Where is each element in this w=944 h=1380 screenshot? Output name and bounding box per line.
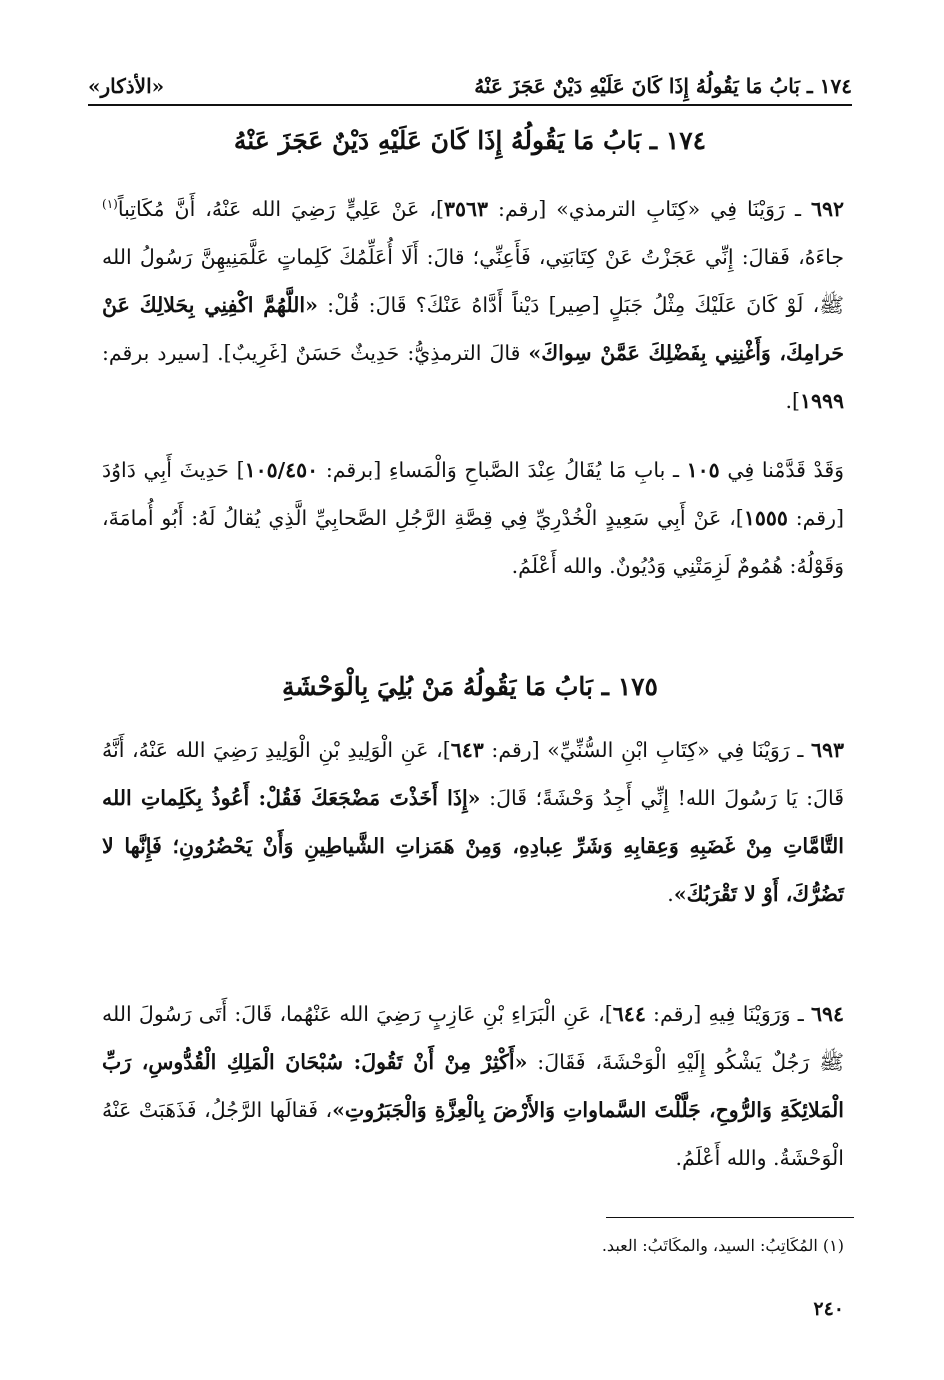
footnote-marker: (١) [822,1236,844,1255]
running-header-title: ١٧٤ ـ بَابُ مَا يَقُولُهُ إِذَا كَانَ عَلَيْهِ دَيْنٌ عَجَزَ عَنْهُ [474,74,852,98]
chapter-title-175: ١٧٥ ـ بَابُ مَا يَقُولُهُ مَنْ بُلِيَ بِالْوَحْشَةِ [282,672,658,701]
footnote-text: المُكَاتِبُ: السيد، والمكَاتَبُ: العبد. [601,1236,823,1255]
footnote [602,1236,844,1255]
dua-text: «اللَّهُمَّ اكْفِنِي بِحَلالِكَ عَنْ حَرامِكَ، وَأَغْنِنِي بِفَضْلِكَ عَمَّنْ سِواكَ» [102,292,844,365]
reference-number: ١٥٥٥ [743,506,788,530]
hadith-number: ٦٩٣ [810,738,845,762]
paragraph-694: ٦٩٤ ـ وَرَوَيْنَا فِيهِ [رقم: ٦٤٤]، عَنِ الْبَرَاءِ بْنِ عَازِبٍ رَضِيَ الله عَنْهُما، قَالَ: أَتَى رَسُولَ الله ﷺ رَجُلٌ يَشْكُو إِلَيْهِ الْوَحْشَةَ، فَقَالَ: «أَكْثِرْ مِنْ أَنْ تَقُولَ: سُبْحَانَ الْمَلِكِ الْقُدُّوسِ، رَبِّ الْمَلائِكَةِ وَالرُّوحِ، جَلَّلْتَ السَّماواتِ وَالأَرْضَ بِالْعِزَّةِ وَالْجَبَرُوتِ»، فَقالَها الرَّجُلُ، فَذَهَبَتْ عَنْهُ الْوَحْشَةُ. والله أَعْلَمُ. [102,1002,845,1170]
hadith-number: ٦٩٤ [810,1002,844,1026]
reference-number: ٣٥٦٣ [444,196,489,221]
dua-text: «إِذَا أَخَذْتَ مَضْجَعَكَ فَقُلْ: أَعُوذُ بِكَلِماتِ الله التَّامَّاتِ مِنْ غَضَبِهِ وَعِقابِهِ وَشَرِّ عِبادِهِ، وَمِنْ هَمَزاتِ الشَّياطِينِ وَأَنْ يَحْضُرُونِ؛ فَإِنَّها لا تَضُرُّكَ، أَوْ لا تَقْرَبُكَ» [102,786,844,906]
reference-number: ٦٤٣ [450,738,484,762]
chapter-title-174: ١٧٤ ـ بَابُ مَا يَقُولُهُ إِذَا كَانَ عَلَيْهِ دَيْنٌ عَجَزَ عَنْهُ [233,126,707,155]
paragraph-693: ٦٩٣ ـ رَوَيْنَا فِي «كِتَابِ ابْنِ السُّنِّيِّ» [رقم: ٦٤٣]، عَنِ الْوَلِيدِ بْنِ الْوَلِيدِ رَضِيَ الله عَنْهُ، أَنَّهُ قَالَ: يَا رَسُولَ الله! إِنِّي أَجِدُ وَحْشَةً؛ قَالَ: «إِذَا أَخَذْتَ مَضْجَعَكَ فَقُلْ: أَعُوذُ بِكَلِماتِ الله التَّامَّاتِ مِنْ غَضَبِهِ وَعِقابِهِ وَشَرِّ عِبادِهِ، وَمِنْ هَمَزاتِ الشَّياطِينِ وَأَنْ يَحْضُرُونِ؛ فَإِنَّها لا تَضُرُّكَ، أَوْ لا تَقْرَبُكَ». [102,738,845,906]
reference-number: ١٩٩٩ [799,388,844,413]
dua-text: «أَكْثِرْ مِنْ أَنْ تَقُولَ: سُبْحَانَ الْمَلِكِ الْقُدُّوسِ، رَبِّ الْمَلائِكَةِ وَالرُّوحِ، جَلَّلْتَ السَّماواتِ وَالأَرْضَ بِالْعِزَّةِ وَالْجَبَرُوتِ» [102,1050,845,1122]
running-header [88,62,852,98]
page-number: ٢٤٠ [813,1298,844,1320]
reference-number: ١٠٥/٤٥٠ [244,458,319,482]
running-header-book: «الأذكار» [88,74,165,98]
paragraph-note-105: وَقَدْ قَدَّمْنا فِي ١٠٥ ـ بابِ مَا يُقَالُ عِنْدَ الصَّباحِ وَالْمَساءِ [برقم: ١٠٥/٤٥٠] حَدِيثَ أَبِي دَاوُدَ [رقم: ١٥٥٥]، عَنْ أَبِي سَعِيدٍ الْخُدْرِيِّ فِي قِصَّةِ الرَّجُلِ الصَّحابِيِّ الَّذِي يُقالُ لَهُ: أَبُو أُمامَةَ، وَقَوْلُهُ: هُمُومٌ لَزِمَتْنِي وَدُيُونٌ. والله أَعْلَمُ. [102,458,845,578]
paragraph-692: ٦٩٢ ـ رَوَيْنَا فِي «كِتَابِ الترمذي» [رقم: ٣٥٦٣]، عَنْ عَلِيٍّ رَضِيَ الله عَنْهُ، أَنَّ مُكَاتِباً$^{(١)}$ جاءَهُ، فَقالَ: إِنِّي عَجَزْتُ عَنْ كِتَابَتِي، فَأَعِنِّي؛ قالَ: أَلَا أُعَلِّمُكَ كَلِماتٍ عَلَّمَنِيهِنَّ رَسُولُ الله ﷺ، لَوْ كَانَ عَلَيْكَ مِثْلُ جَبَلٍ [صِير] دَيْناً أَدَّاهُ عَنْكَ؟ قَالَ: قُلْ: «اللَّهُمَّ اكْفِنِي بِحَلالِكَ عَنْ حَرامِكَ، وَأَغْنِنِي بِفَضْلِكَ عَمَّنْ سِواكَ» قالَ الترمذِيُّ: حَدِيثٌ حَسَنٌ [غَرِيبٌ]. [سيرد برقم: ١٩٩٩]. [102,196,844,413]
footnote-marker: (١) [102,197,118,211]
reference-number: ٦٤٤ [612,1002,646,1026]
footnote-rule [606,1217,854,1218]
hadith-number: ٦٩٢ [810,196,844,221]
reference-number: ١٠٥ [686,458,720,482]
header-rule [88,104,852,106]
